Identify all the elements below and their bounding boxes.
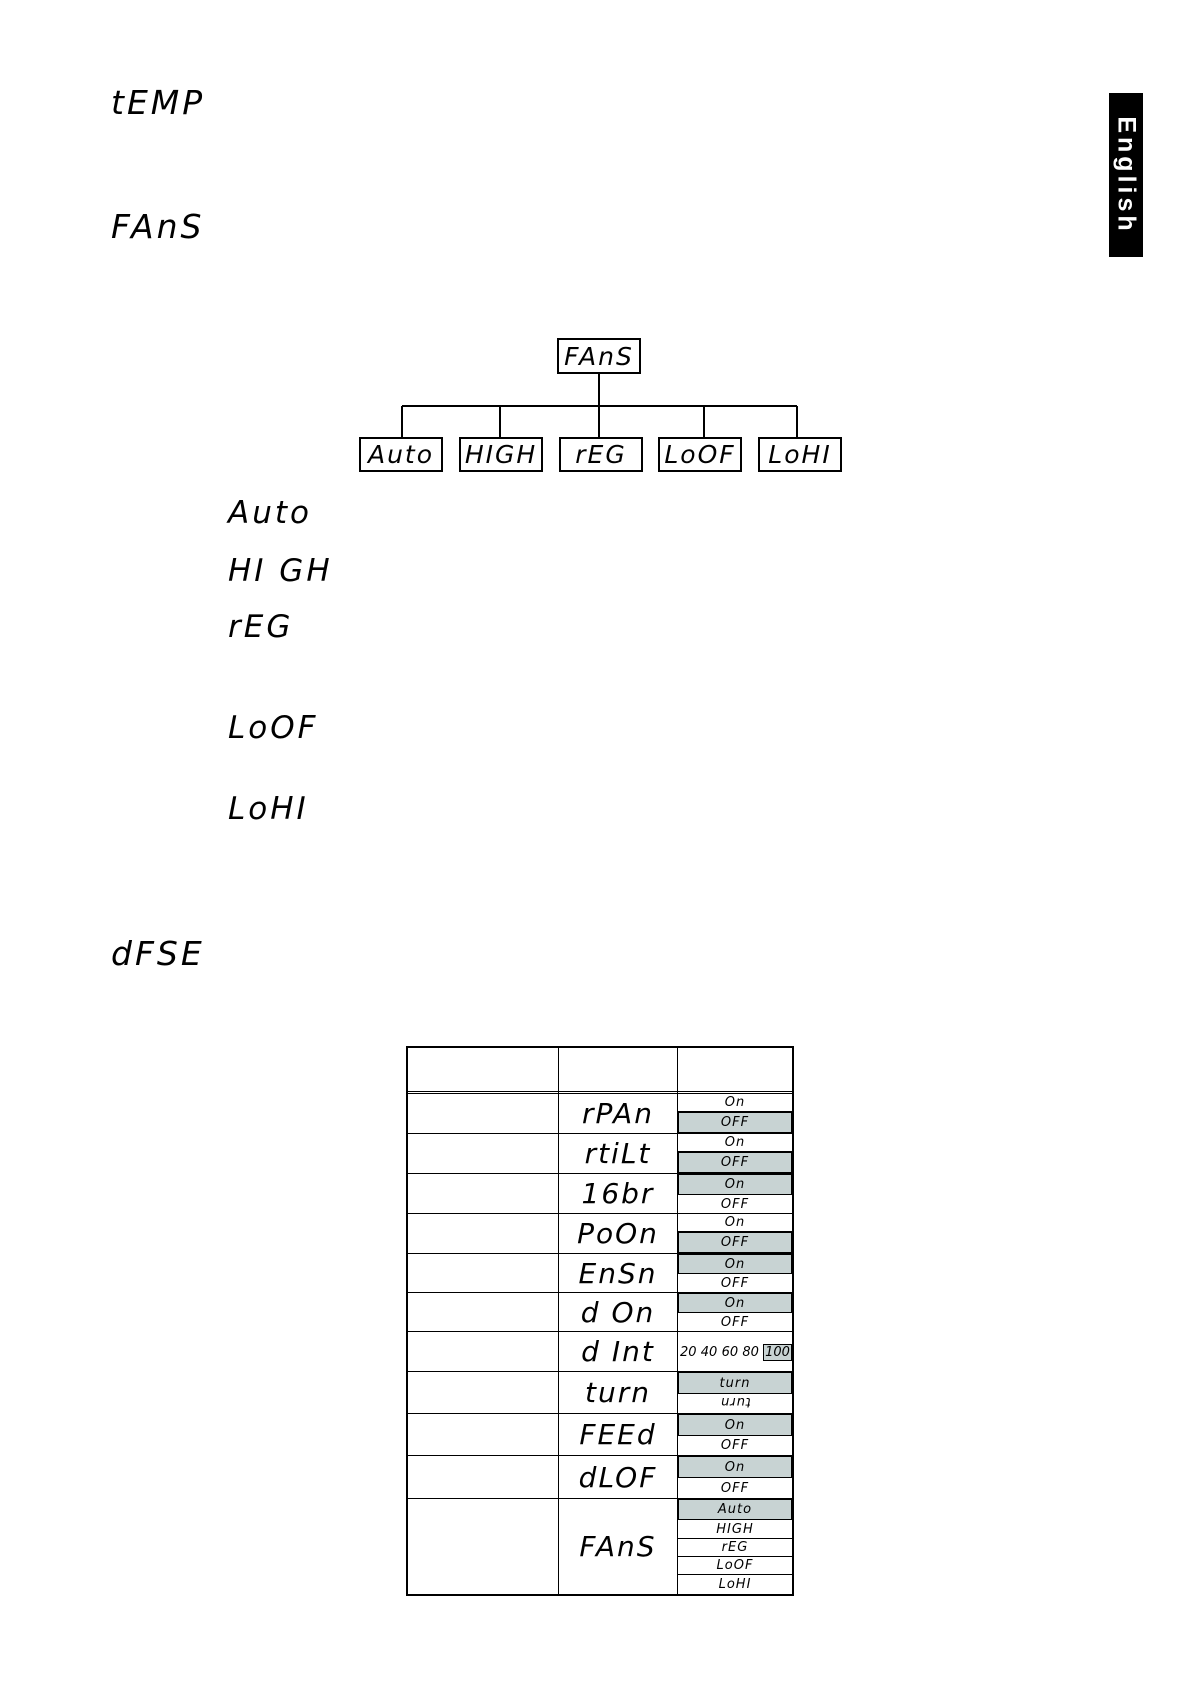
- option: LoOF: [678, 1557, 792, 1575]
- table-row: [408, 1372, 792, 1413]
- setting-name: FAnS: [579, 1530, 657, 1563]
- option: On: [678, 1094, 792, 1112]
- table-row: [408, 1499, 792, 1594]
- option: OFF: [720, 1438, 750, 1453]
- diagram-node-lohi: LoHI: [758, 437, 842, 472]
- option: On: [678, 1134, 792, 1152]
- setting-name: EnSn: [578, 1256, 658, 1290]
- table-row: [408, 1332, 792, 1371]
- option: LoHI: [718, 1577, 752, 1592]
- option-inverted: [678, 1394, 792, 1408]
- table-row: [408, 1293, 792, 1331]
- intensity-scale: [678, 1343, 792, 1361]
- option-selected: On: [678, 1174, 792, 1195]
- setting-name: turn: [585, 1376, 651, 1409]
- option: HIGH: [678, 1520, 792, 1539]
- fan-mode-high: HI GH: [228, 553, 333, 589]
- table-row: [408, 1134, 792, 1173]
- diagram-node-reg: rEG: [559, 437, 643, 472]
- option-list: [678, 1293, 792, 1331]
- scale-value: 60: [721, 1344, 739, 1360]
- table-row: [408, 1174, 792, 1213]
- option-selected: OFF: [678, 1152, 792, 1173]
- option: On: [678, 1214, 792, 1232]
- option-list: [678, 1094, 792, 1133]
- table-row: [408, 1094, 792, 1133]
- diagram-node-high: HIGH: [459, 437, 543, 472]
- heading-fans: FAnS: [111, 207, 205, 246]
- table-row: [408, 1254, 792, 1292]
- setting-name: d On: [580, 1295, 656, 1329]
- settings-table: [406, 1046, 794, 1596]
- table-row: [408, 1414, 792, 1455]
- setting-name: dLOF: [578, 1460, 658, 1494]
- option: rEG: [678, 1539, 792, 1557]
- option-inverted-text: turn: [719, 1393, 751, 1409]
- option-list: [678, 1254, 792, 1292]
- option-selected: Auto: [678, 1499, 792, 1520]
- option-list: [678, 1332, 792, 1371]
- option-list: [678, 1456, 792, 1498]
- option: OFF: [720, 1314, 750, 1330]
- setting-name: rtiLt: [584, 1137, 652, 1170]
- scale-value: 40: [700, 1344, 718, 1360]
- fan-mode-lohi: LoHI: [228, 791, 309, 827]
- setting-name: rPAn: [582, 1097, 654, 1130]
- option-list: [678, 1414, 792, 1455]
- option: OFF: [720, 1480, 750, 1496]
- option-selected: On: [678, 1414, 792, 1436]
- language-tab-label: English: [1112, 115, 1141, 235]
- table-header-divider: [408, 1091, 792, 1092]
- heading-dfse: dFSE: [111, 934, 205, 973]
- setting-name: 16br: [581, 1177, 655, 1210]
- option-selected: OFF: [678, 1112, 792, 1133]
- heading-temp: tEMP: [111, 83, 206, 122]
- option-selected: turn: [678, 1372, 792, 1394]
- option-selected: OFF: [678, 1232, 792, 1253]
- option-list: [678, 1174, 792, 1213]
- setting-name: d Int: [581, 1335, 655, 1368]
- setting-name: PoOn: [577, 1217, 659, 1250]
- setting-name: FEEd: [579, 1418, 657, 1451]
- option-selected: On: [678, 1254, 792, 1274]
- fan-mode-loof: LoOF: [228, 710, 319, 746]
- table-row: [408, 1214, 792, 1253]
- option: OFF: [720, 1196, 750, 1212]
- fans-tree-lines: [0, 0, 1190, 500]
- option-list: [678, 1372, 792, 1413]
- option-list: [678, 1134, 792, 1173]
- scale-value-selected: 100: [765, 1344, 790, 1360]
- diagram-node-auto: Auto: [359, 437, 443, 472]
- diagram-node-loof: LoOF: [658, 437, 742, 472]
- scale-value: 80: [742, 1344, 759, 1360]
- fan-mode-reg: rEG: [228, 609, 294, 645]
- scale-value: 20: [680, 1344, 697, 1360]
- option-selected: On: [678, 1293, 792, 1313]
- table-row: [408, 1456, 792, 1498]
- fan-mode-auto: Auto: [228, 495, 312, 531]
- option-selected: On: [678, 1456, 792, 1478]
- option-list: [678, 1499, 792, 1594]
- option: OFF: [720, 1275, 750, 1291]
- diagram-root-fans: FAnS: [557, 338, 641, 374]
- option-list: [678, 1214, 792, 1253]
